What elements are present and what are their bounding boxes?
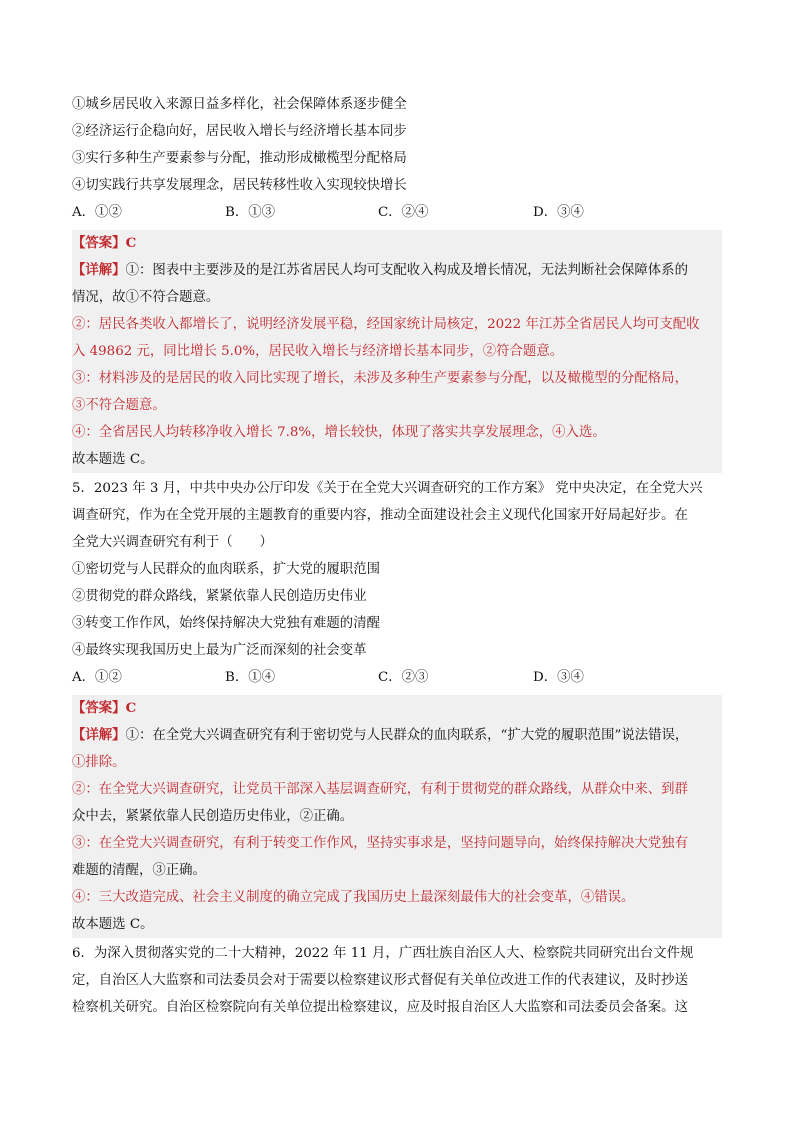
- q4-answer: [72, 230, 722, 257]
- detail-label: 【详解】: [72, 262, 126, 278]
- q4-detail-line: ③不符合题意。: [72, 398, 166, 413]
- q5-stem-line: 调查研究，作为在全党开展的主题教育的重要内容，推动全面建设社会主义现代化国家开好局起好步。在: [72, 508, 688, 523]
- q4-detail-line: 情况，故①不符合题意。: [72, 290, 220, 305]
- q5-option-c: C．②③: [378, 670, 429, 685]
- q4-statement: ①城乡居民收入来源日益多样化，社会保障体系逐步健全: [72, 97, 407, 112]
- q5-detail-line: ④：三大改造完成、社会主义制度的确立完成了我国历史上最深刻最伟大的社会变革，④错误。: [72, 890, 635, 905]
- q5-stem: [72, 475, 722, 556]
- q4-statement: ④切实践行共享发展理念，居民转移性收入实现较快增长: [72, 178, 407, 193]
- q4-detail-line: [72, 257, 722, 284]
- q4-detail-line: ③：材料涉及的是居民的收入同比实现了增长，未涉及多种生产要素参与分配，以及橄榄型的分配格局，: [72, 371, 688, 386]
- q5-detail-line: [72, 722, 722, 749]
- q4-conclusion: 故本题选 C。: [72, 452, 154, 467]
- q5-detail-line: ②：在全党大兴调查研究，让党员干部深入基层调查研究，有利于贯彻党的群众路线，从群众中来、到群: [72, 782, 688, 797]
- q5-statement: ③转变工作作风，始终保持解决大党独有难题的清醒: [72, 616, 380, 631]
- q5-options: [72, 664, 722, 691]
- q5-option-b: B．①④: [225, 670, 276, 685]
- q6-stem-line: 定，自治区人大监察和司法委员会对于需要以检察建议形式督促有关单位改进工作的代表建议，及时抄送: [72, 973, 688, 988]
- q4-statement: ②经济运行企稳向好，居民收入增长与经济增长基本同步: [72, 124, 407, 139]
- q4-option-a: A．①②: [72, 205, 122, 220]
- q4-detail-line: ④：全省居民人均转移净收入增长 7.8%，增长较快，体现了落实共享发展理念，④入选。: [72, 425, 606, 440]
- detail-label: 【详解】: [72, 727, 126, 743]
- detail-text: ①：图表中主要涉及的是江苏省居民人均可支配收入构成及增长情况，无法判断社会保障体系的: [125, 263, 688, 278]
- q4-detail-line: ②：居民各类收入都增长了，说明经济发展平稳，经国家统计局核定，2022 年江苏全省居民人均可支配收: [72, 317, 700, 332]
- answer-value: C: [125, 235, 137, 251]
- q5-stem-line: 5．2023 年 3 月，中共中央办公厅印发《关于在全党大兴调查研究的工作方案》 党中央决定，在全党大兴: [72, 481, 703, 496]
- q5-option-d: D．③④: [533, 670, 584, 685]
- q5-statement: ①密切党与人民群众的血肉联系，扩大党的履职范围: [72, 562, 380, 577]
- detail-text: ①：在全党大兴调查研究有利于密切党与人民群众的血肉联系，“扩大党的履职范围”说法错误，: [125, 728, 689, 743]
- q4-statements: [72, 91, 722, 199]
- q5-statements: [72, 556, 722, 664]
- q6-stem-line: 检察机关研究。自治区检察院向有关单位提出检察建议，应及时报自治区人大监察和司法委员会备案。这: [72, 1000, 688, 1015]
- q6-stem-line: 6．为深入贯彻落实党的二十大精神，2022 年 11 月，广西壮族自治区人大、检察院共同研究出台文件规: [72, 946, 694, 961]
- q5-answer: [72, 695, 722, 722]
- q5-option-a: A．①②: [72, 670, 122, 685]
- q4-detail-line: 入 49862 元，同比增长 5.0%，居民收入增长与经济增长基本同步，②符合题意。: [72, 344, 564, 359]
- q5-detail-line: 众中去，紧紧依靠人民创造历史伟业，②正确。: [72, 809, 354, 824]
- page-content: [72, 91, 722, 1021]
- q4-option-c: C．②④: [378, 205, 429, 220]
- q5-stem-line: 全党大兴调查研究有利于（ ）: [72, 535, 273, 550]
- q5-statement: ④最终实现我国历史上最为广泛而深刻的社会变革: [72, 643, 367, 658]
- q5-answer-block: [72, 695, 722, 938]
- q4-options: [72, 199, 722, 226]
- q5-detail-line: 难题的清醒，③正确。: [72, 863, 206, 878]
- answer-label: 【答案】: [72, 235, 126, 251]
- q5-detail-line: ①排除。: [72, 755, 126, 770]
- q6-stem: [72, 940, 722, 1021]
- q4-option-b: B．①③: [225, 205, 276, 220]
- answer-label: 【答案】: [72, 700, 126, 716]
- q4-option-d: D．③④: [533, 205, 584, 220]
- q4-answer-block: [72, 230, 722, 473]
- q5-conclusion: 故本题选 C。: [72, 917, 154, 932]
- q5-detail-line: ③：在全党大兴调查研究，有利于转变工作作风，坚持实事求是，坚持问题导向，始终保持解决大党独有: [72, 836, 688, 851]
- q4-statement: ③实行多种生产要素参与分配，推动形成橄榄型分配格局: [72, 151, 407, 166]
- answer-value: C: [125, 700, 137, 716]
- q5-statement: ②贯彻党的群众路线，紧紧依靠人民创造历史伟业: [72, 589, 367, 604]
